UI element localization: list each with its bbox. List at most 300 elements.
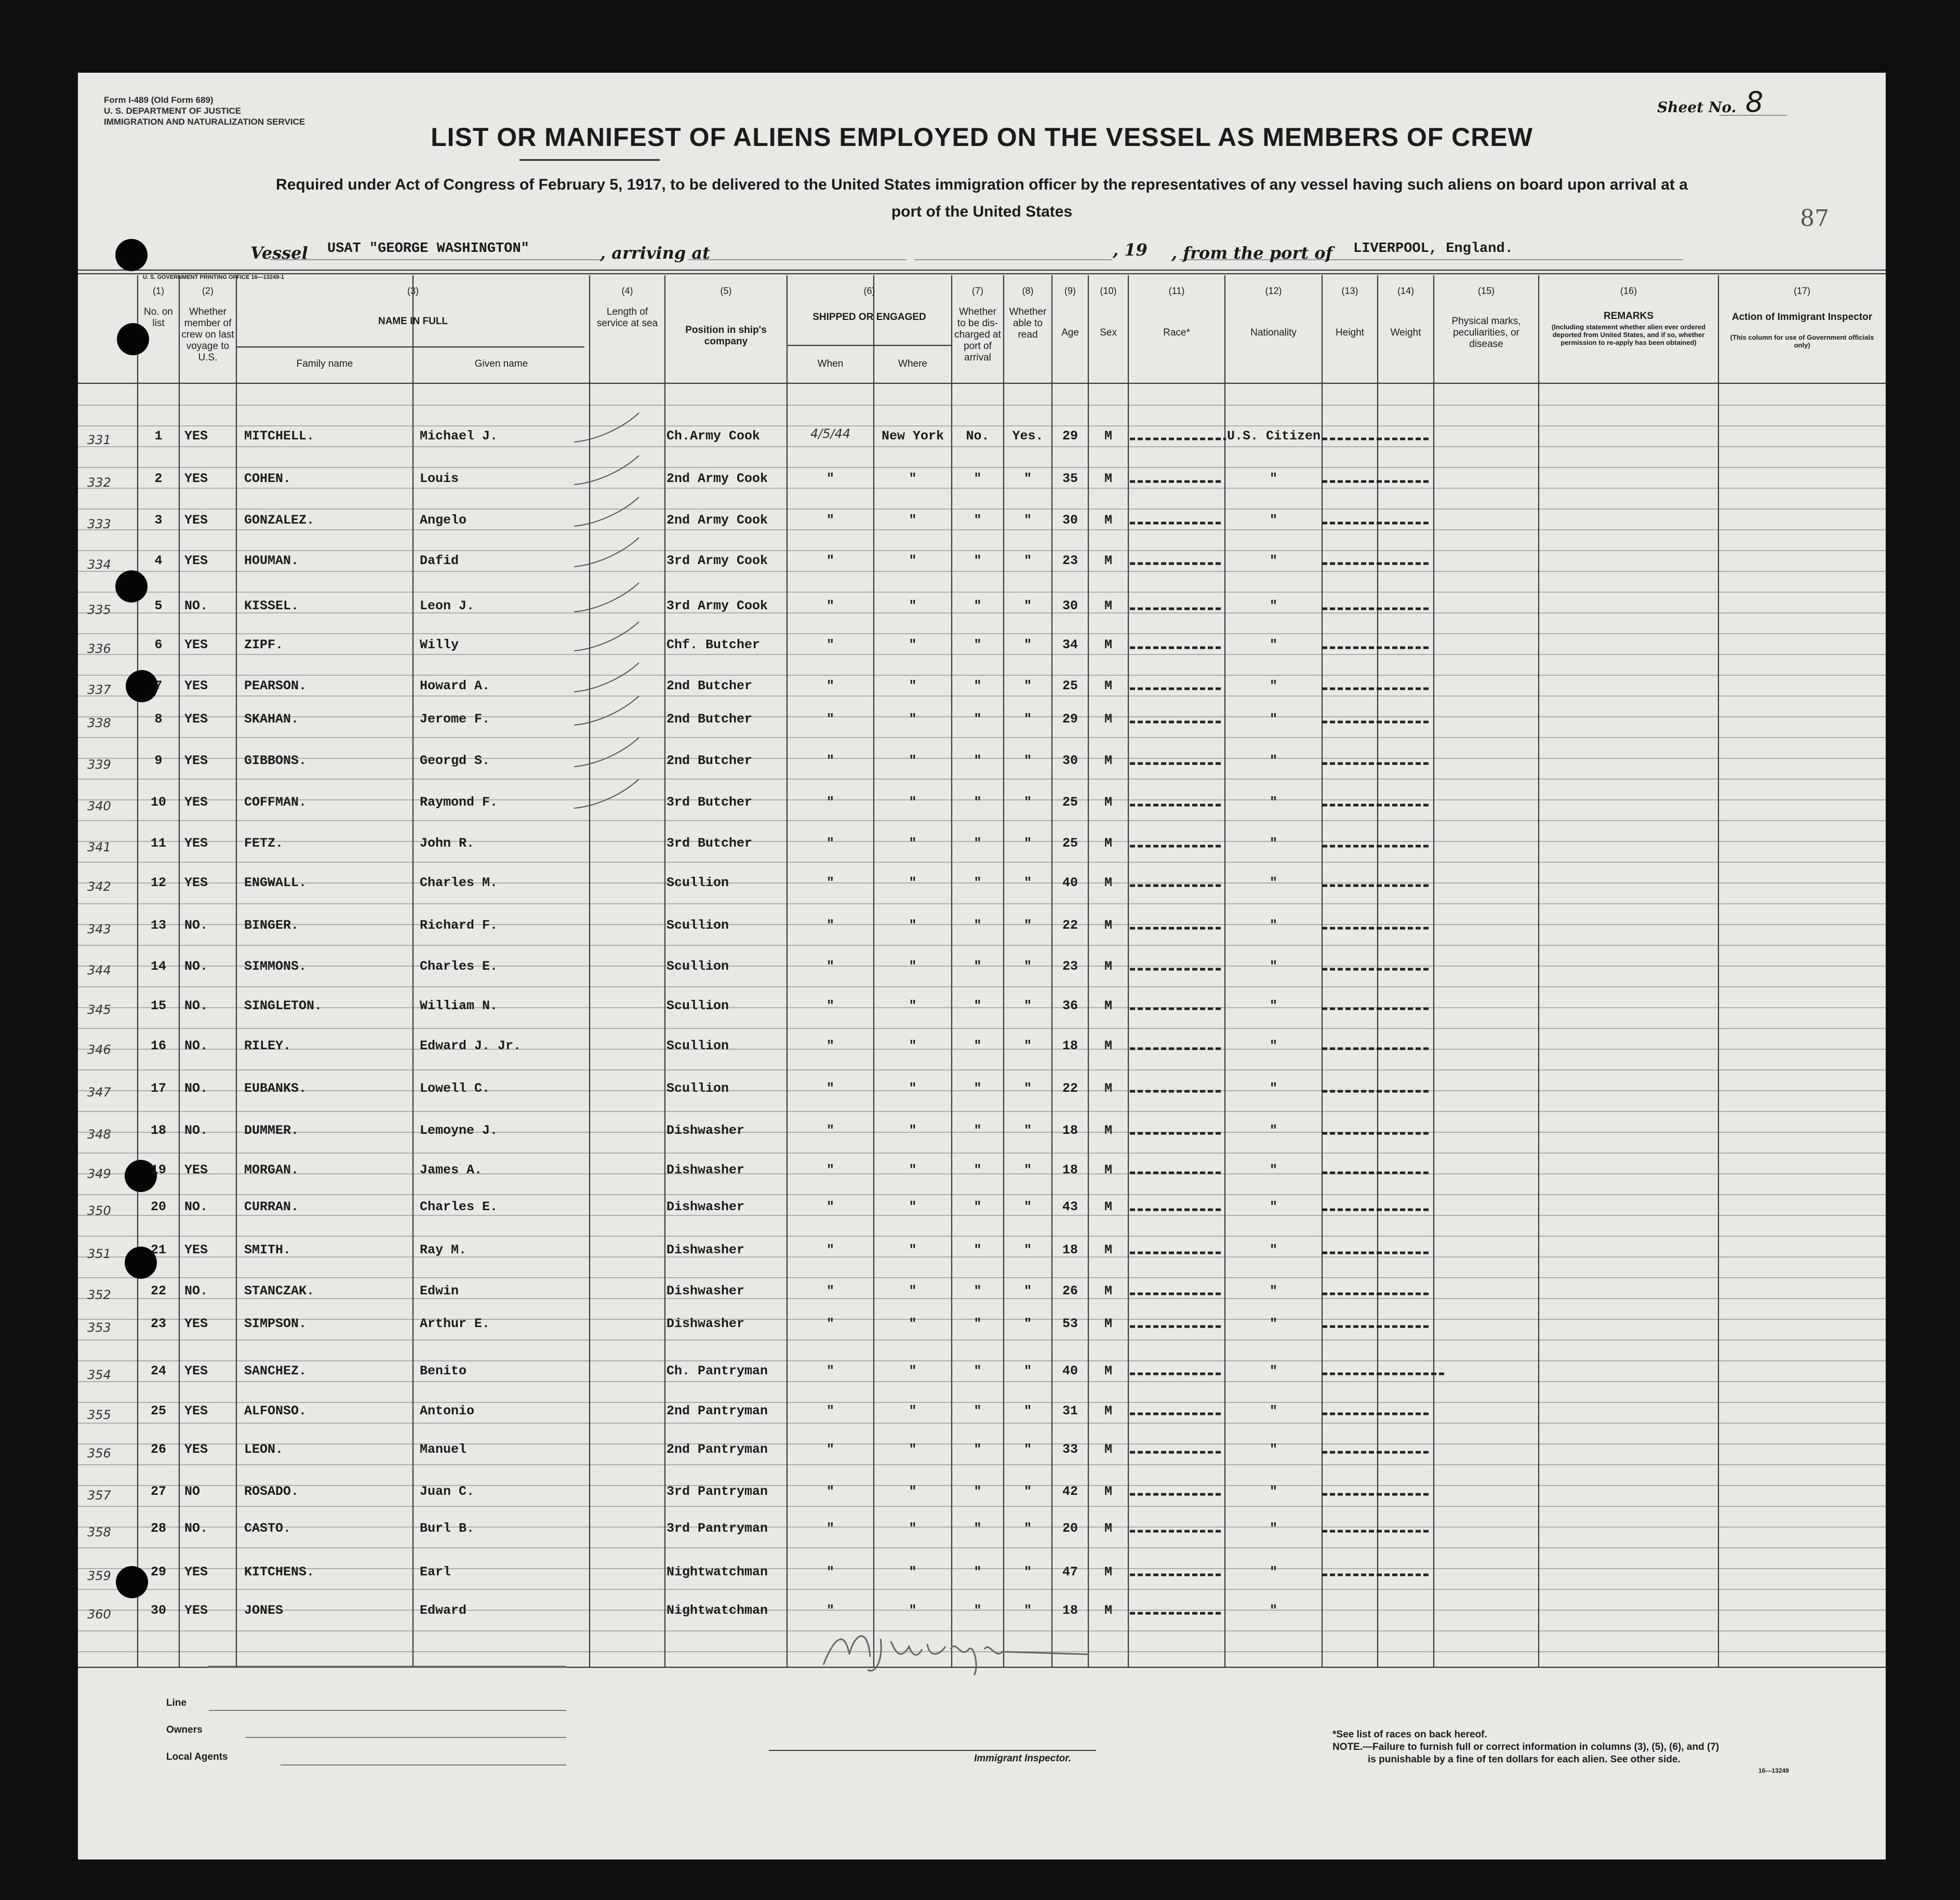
age: 36 (1062, 998, 1078, 1013)
family-name: STANCZAK. (244, 1283, 315, 1299)
sex: M (1104, 795, 1112, 810)
corner-number: 87 (1800, 205, 1829, 232)
position: Nightwatchman (666, 1564, 768, 1580)
nationality: " (1269, 637, 1277, 652)
age: 47 (1062, 1564, 1078, 1580)
tick-mark (574, 696, 639, 725)
row-number: 14 (150, 959, 166, 974)
shipped-where: " (909, 959, 917, 974)
column-number: (8) (1022, 286, 1034, 296)
previous-voyage: NO. (184, 998, 208, 1013)
shipped-where: " (909, 678, 917, 693)
previous-voyage: YES (184, 795, 208, 810)
footnotes (1332, 1729, 1719, 1766)
given-name: Juan C. (420, 1484, 475, 1499)
sex: M (1104, 918, 1112, 933)
position: 3rd Butcher (666, 795, 753, 810)
position: 3rd Pantryman (666, 1521, 768, 1536)
sex: M (1104, 471, 1112, 486)
margin-number: 353 (87, 1320, 111, 1335)
discharged-at-port: " (974, 918, 982, 933)
able-to-read: " (1023, 1162, 1032, 1178)
column-heading: Action of Immigrant Inspector (1731, 312, 1873, 323)
family-name: SKAHAN. (244, 712, 299, 727)
previous-voyage: NO. (184, 1038, 208, 1053)
position: Dishwasher (666, 1316, 745, 1331)
shipped-where: " (909, 1603, 917, 1618)
family-name: MORGAN. (244, 1162, 299, 1178)
column-number: (4) (621, 286, 633, 296)
position: 2nd Pantryman (666, 1442, 768, 1457)
shipped-when: " (826, 998, 834, 1013)
family-name: PEARSON. (244, 678, 307, 693)
shipped-when: " (826, 1038, 834, 1053)
able-to-read: " (1023, 959, 1032, 974)
previous-voyage: YES (184, 1442, 208, 1457)
discharged-at-port: " (974, 637, 982, 652)
shipped-where: " (909, 1521, 917, 1536)
previous-voyage: YES (184, 429, 208, 444)
discharged-at-port: " (974, 795, 982, 810)
margin-number: 342 (87, 879, 111, 894)
column-number: (3) (407, 286, 419, 296)
able-to-read: " (1023, 1521, 1032, 1536)
margin-number: 346 (87, 1042, 111, 1057)
row-number: 4 (154, 553, 163, 568)
family-name: BINGER. (244, 918, 299, 933)
row-number: 27 (150, 1484, 166, 1499)
age: 23 (1062, 553, 1078, 568)
nationality: " (1269, 598, 1277, 613)
shipped-where: " (909, 637, 917, 652)
sex: M (1104, 678, 1112, 693)
given-name: Charles E. (420, 959, 498, 974)
given-name: Jerome F. (420, 712, 490, 727)
shipped-when: " (826, 1162, 834, 1178)
given-name: Howard A. (420, 678, 490, 693)
family-name: SIMPSON. (244, 1316, 307, 1331)
shipped-when: " (826, 513, 834, 528)
column-number: (13) (1341, 286, 1358, 296)
column-subheading: Where (898, 358, 927, 369)
discharged-at-port: " (974, 1162, 982, 1178)
sex: M (1104, 1484, 1112, 1499)
printing-office-note: U. S. GOVERNMENT PRINTING OFFICE 16—13249-1 (143, 274, 285, 280)
margin-number: 332 (87, 475, 111, 490)
sex: M (1104, 1363, 1112, 1379)
sex: M (1104, 553, 1112, 568)
age: 25 (1062, 678, 1078, 693)
year-label: , 19 (1113, 240, 1148, 260)
age: 40 (1062, 875, 1078, 890)
row-number: 29 (150, 1564, 166, 1580)
given-name: Willy (420, 637, 459, 652)
family-name: ENGWALL. (244, 875, 307, 890)
position: 2nd Butcher (666, 712, 753, 727)
position: 2nd Pantryman (666, 1403, 768, 1419)
line-label: Line (166, 1697, 187, 1708)
given-name: Raymond F. (420, 795, 498, 810)
age: 35 (1062, 471, 1078, 486)
row-number: 16 (150, 1038, 166, 1053)
row-number: 10 (150, 795, 166, 810)
row-number: 2 (154, 471, 163, 486)
nationality: " (1269, 875, 1277, 890)
family-name: SINGLETON. (244, 998, 323, 1013)
discharged-at-port: " (974, 678, 982, 693)
able-to-read: " (1023, 753, 1032, 768)
age: 18 (1062, 1242, 1078, 1257)
sex: M (1104, 429, 1112, 444)
able-to-read: Yes. (1012, 429, 1044, 444)
footnote-penalty: is punishable by a fine of ten dollars for each alien. See other side. (1368, 1754, 1681, 1765)
discharged-at-port: " (974, 471, 982, 486)
given-name: Georgd S. (420, 753, 490, 768)
shipped-where: " (909, 513, 917, 528)
shipped-where: " (909, 875, 917, 890)
immigrant-inspector-label: Immigrant Inspector. (974, 1753, 1071, 1764)
column-heading: Sex (1100, 327, 1117, 338)
tick-mark (574, 538, 639, 567)
shipped-when: " (826, 1242, 834, 1257)
given-name: Earl (420, 1564, 451, 1580)
previous-voyage: YES (184, 513, 208, 528)
column-heading: No. on list (144, 306, 173, 329)
previous-voyage: NO. (184, 1081, 208, 1096)
able-to-read: " (1023, 1123, 1032, 1138)
given-name: John R. (420, 836, 475, 851)
family-name: COFFMAN. (244, 795, 307, 810)
family-name: SIMMONS. (244, 959, 307, 974)
age: 26 (1062, 1283, 1078, 1299)
margin-number: 337 (87, 683, 111, 697)
margin-number: 348 (87, 1127, 111, 1142)
row-number: 13 (150, 918, 166, 933)
able-to-read: " (1023, 1199, 1032, 1214)
given-name: Dafid (420, 553, 459, 568)
sex: M (1104, 998, 1112, 1013)
column-number: (10) (1100, 286, 1117, 296)
family-name: RILEY. (244, 1038, 291, 1053)
row-number: 8 (154, 712, 163, 727)
row-number: 24 (150, 1363, 166, 1379)
nationality: " (1269, 471, 1277, 486)
row-number: 20 (150, 1199, 166, 1214)
shipped-when: " (826, 875, 834, 890)
column-heading: Nationality (1250, 327, 1297, 338)
shipped-where: " (909, 998, 917, 1013)
position: Ch. Pantryman (666, 1363, 768, 1379)
row-number: 9 (154, 753, 163, 768)
discharged-at-port: " (974, 1038, 982, 1053)
able-to-read: " (1023, 836, 1032, 851)
previous-voyage: YES (184, 678, 208, 693)
vessel-name: USAT "GEORGE WASHINGTON" (327, 241, 529, 257)
given-name: Arthur E. (420, 1316, 490, 1331)
nationality: " (1269, 1403, 1277, 1419)
position: Scullion (666, 918, 729, 933)
previous-voyage: YES (184, 875, 208, 890)
margin-number: 352 (87, 1288, 111, 1302)
shipped-where: New York (881, 429, 944, 444)
column-heading: REMARKS (1603, 311, 1654, 322)
nationality: " (1269, 1242, 1277, 1257)
given-name: Charles M. (420, 875, 498, 890)
family-name: DUMMER. (244, 1123, 299, 1138)
position: Scullion (666, 959, 729, 974)
age: 23 (1062, 959, 1078, 974)
position: Ch.Army Cook (666, 429, 761, 444)
nationality: U.S. Citizen (1227, 429, 1321, 444)
tick-mark (574, 622, 639, 651)
previous-voyage: NO. (184, 959, 208, 974)
shipped-when: " (826, 471, 834, 486)
row-number: 26 (150, 1442, 166, 1457)
column-heading: Whether member of crew on last voyage to U.S. (181, 306, 234, 363)
row-number: 22 (150, 1283, 166, 1299)
able-to-read: " (1023, 998, 1032, 1013)
page-subtitle (78, 171, 1886, 225)
margin-number: 355 (87, 1408, 111, 1422)
row-number: 30 (150, 1603, 166, 1618)
column-heading: Race* (1163, 327, 1190, 338)
shipped-where: " (909, 1283, 917, 1299)
position: Nightwatchman (666, 1603, 768, 1618)
able-to-read: " (1023, 1484, 1032, 1499)
sex: M (1104, 712, 1112, 727)
row-number: 12 (150, 875, 166, 890)
nationality: " (1269, 1484, 1277, 1499)
shipped-when: " (826, 553, 834, 568)
column-number: (9) (1064, 286, 1076, 296)
given-name: Antonio (420, 1403, 475, 1419)
margin-number: 339 (87, 757, 111, 772)
tick-mark (574, 497, 639, 526)
family-name: KITCHENS. (244, 1564, 315, 1580)
row-number: 1 (154, 429, 163, 444)
position: Scullion (666, 1081, 729, 1096)
vessel-label: Vessel (250, 243, 308, 263)
from-port-label: , from the port of (1171, 243, 1333, 263)
discharged-at-port: " (974, 1521, 982, 1536)
shipped-where: " (909, 1162, 917, 1178)
column-heading: Length of service at sea (596, 306, 658, 329)
age: 25 (1062, 795, 1078, 810)
shipped-when: " (826, 678, 834, 693)
previous-voyage: NO. (184, 1521, 208, 1536)
family-name: COHEN. (244, 471, 291, 486)
position: 3rd Army Cook (666, 553, 768, 568)
able-to-read: " (1023, 553, 1032, 568)
able-to-read: " (1023, 1283, 1032, 1299)
sex: M (1104, 1521, 1112, 1536)
margin-number: 338 (87, 716, 111, 730)
shipped-when: " (826, 637, 834, 652)
shipped-when: " (826, 1363, 834, 1379)
sex: M (1104, 959, 1112, 974)
tick-mark (574, 456, 639, 485)
column-number: (5) (720, 286, 732, 296)
age: 18 (1062, 1123, 1078, 1138)
margin-number: 341 (87, 840, 111, 854)
shipped-when: " (826, 1081, 834, 1096)
nationality: " (1269, 1123, 1277, 1138)
shipped-when: 4/5/44 (810, 426, 851, 441)
able-to-read: " (1023, 712, 1032, 727)
discharged-at-port: " (974, 959, 982, 974)
nationality: " (1269, 712, 1277, 727)
row-number: 18 (150, 1123, 166, 1138)
row-number: 28 (150, 1521, 166, 1536)
age: 20 (1062, 1521, 1078, 1536)
age: 31 (1062, 1403, 1078, 1419)
previous-voyage: YES (184, 1363, 208, 1379)
sex: M (1104, 1038, 1112, 1053)
nationality: " (1269, 998, 1277, 1013)
position: Scullion (666, 875, 729, 890)
given-name: Angelo (420, 513, 467, 528)
footnote-note: NOTE.—Failure to furnish full or correct information in columns (3), (5), (6), and (7) (1332, 1742, 1719, 1752)
able-to-read: " (1023, 1442, 1032, 1457)
row-number: 23 (150, 1316, 166, 1331)
shipped-where: " (909, 753, 917, 768)
column-number: (17) (1793, 286, 1810, 296)
shipped-when: " (826, 795, 834, 810)
age: 30 (1062, 753, 1078, 768)
discharged-at-port: " (974, 1316, 982, 1331)
row-number: 7 (154, 678, 163, 693)
previous-voyage: NO. (184, 918, 208, 933)
tick-mark (574, 663, 639, 692)
family-name: LEON. (244, 1442, 284, 1457)
age: 34 (1062, 637, 1078, 652)
row-number: 11 (150, 836, 166, 851)
sex: M (1104, 1199, 1112, 1214)
column-number: (12) (1265, 286, 1282, 296)
given-name: James A. (420, 1162, 483, 1178)
column-number: (11) (1168, 286, 1185, 296)
subtitle-line: port of the United States (891, 203, 1073, 220)
age: 43 (1062, 1199, 1078, 1214)
discharged-at-port: " (974, 1363, 982, 1379)
family-name: ZIPF. (244, 637, 284, 652)
tick-mark (574, 583, 639, 612)
column-heading: SHIPPED OR ENGAGED (812, 312, 926, 323)
given-name: Louis (420, 471, 459, 486)
column-note: (Including statement whether alien ever ordered deported from United States, and if so, whether permission to re-apply has been obtained) (1551, 323, 1706, 346)
given-name: Richard F. (420, 918, 498, 933)
form-number: Form I-489 (Old Form 689) (104, 95, 214, 105)
able-to-read: " (1023, 1363, 1032, 1379)
discharged-at-port: " (974, 553, 982, 568)
sex: M (1104, 1442, 1112, 1457)
previous-voyage: NO. (184, 1199, 208, 1214)
shipped-where: " (909, 1484, 917, 1499)
subtitle-line: Required under Act of Congress of February 5, 1917, to be delivered to the United States immigration officer by the representatives of any vessel having such aliens on board upon arrival at a (276, 176, 1688, 193)
shipped-where: " (909, 1199, 917, 1214)
position: Scullion (666, 1038, 729, 1053)
previous-voyage: YES (184, 637, 208, 652)
previous-voyage: YES (184, 1603, 208, 1618)
shipped-where: " (909, 1038, 917, 1053)
given-name: Burl B. (420, 1521, 475, 1536)
row-number: 21 (150, 1242, 166, 1257)
family-name: KISSEL. (244, 598, 299, 613)
shipped-when: " (826, 1403, 834, 1419)
discharged-at-port: " (974, 998, 982, 1013)
position: 3rd Army Cook (666, 598, 768, 613)
discharged-at-port: " (974, 1403, 982, 1419)
shipped-when: " (826, 918, 834, 933)
margin-number: 356 (87, 1446, 111, 1461)
family-name: SMITH. (244, 1242, 291, 1257)
column-number: (1) (153, 286, 164, 296)
margin-number: 349 (87, 1167, 111, 1181)
family-name: ALFONSO. (244, 1403, 307, 1419)
shipped-when: " (826, 1199, 834, 1214)
age: 25 (1062, 836, 1078, 851)
age: 29 (1062, 429, 1078, 444)
discharged-at-port: " (974, 1242, 982, 1257)
able-to-read: " (1023, 598, 1032, 613)
family-name: SANCHEZ. (244, 1363, 307, 1379)
column-number: (16) (1620, 286, 1637, 296)
nationality: " (1269, 1162, 1277, 1178)
sex: M (1104, 836, 1112, 851)
family-name: HOUMAN. (244, 553, 299, 568)
able-to-read: " (1023, 1038, 1032, 1053)
column-heading: NAME IN FULL (378, 316, 448, 327)
nationality: " (1269, 795, 1277, 810)
shipped-when: " (826, 1484, 834, 1499)
age: 40 (1062, 1363, 1078, 1379)
position: Dishwasher (666, 1162, 745, 1178)
age: 29 (1062, 712, 1078, 727)
family-name: MITCHELL. (244, 429, 315, 444)
discharged-at-port: " (974, 1283, 982, 1299)
margin-number: 344 (87, 963, 111, 978)
sex: M (1104, 1242, 1112, 1257)
shipped-where: " (909, 1564, 917, 1580)
departure-port: LIVERPOOL, England. (1353, 241, 1513, 257)
previous-voyage: YES (184, 712, 208, 727)
margin-number: 343 (87, 922, 111, 936)
arriving-label: , arriving at (600, 243, 710, 263)
sex: M (1104, 1123, 1112, 1138)
shipped-when: " (826, 1521, 834, 1536)
sex: M (1104, 1283, 1112, 1299)
margin-number: 347 (87, 1085, 111, 1100)
sex: M (1104, 1081, 1112, 1096)
shipped-where: " (909, 712, 917, 727)
shipped-when: " (826, 1123, 834, 1138)
discharged-at-port: " (974, 875, 982, 890)
able-to-read: " (1023, 678, 1032, 693)
previous-voyage: NO. (184, 1283, 208, 1299)
nationality: " (1269, 1603, 1277, 1618)
age: 22 (1062, 918, 1078, 933)
margin-number: 336 (87, 641, 111, 656)
discharged-at-port: " (974, 1081, 982, 1096)
shipped-when: " (826, 1442, 834, 1457)
previous-voyage: NO. (184, 1123, 208, 1138)
given-name: Manuel (420, 1442, 467, 1457)
column-heading: Whether to be dis-charged at port of arrival (954, 306, 1001, 363)
shipped-where: " (909, 1363, 917, 1379)
given-name: Lemoyne J. (420, 1123, 498, 1138)
position: Dishwasher (666, 1242, 745, 1257)
age: 53 (1062, 1316, 1078, 1331)
